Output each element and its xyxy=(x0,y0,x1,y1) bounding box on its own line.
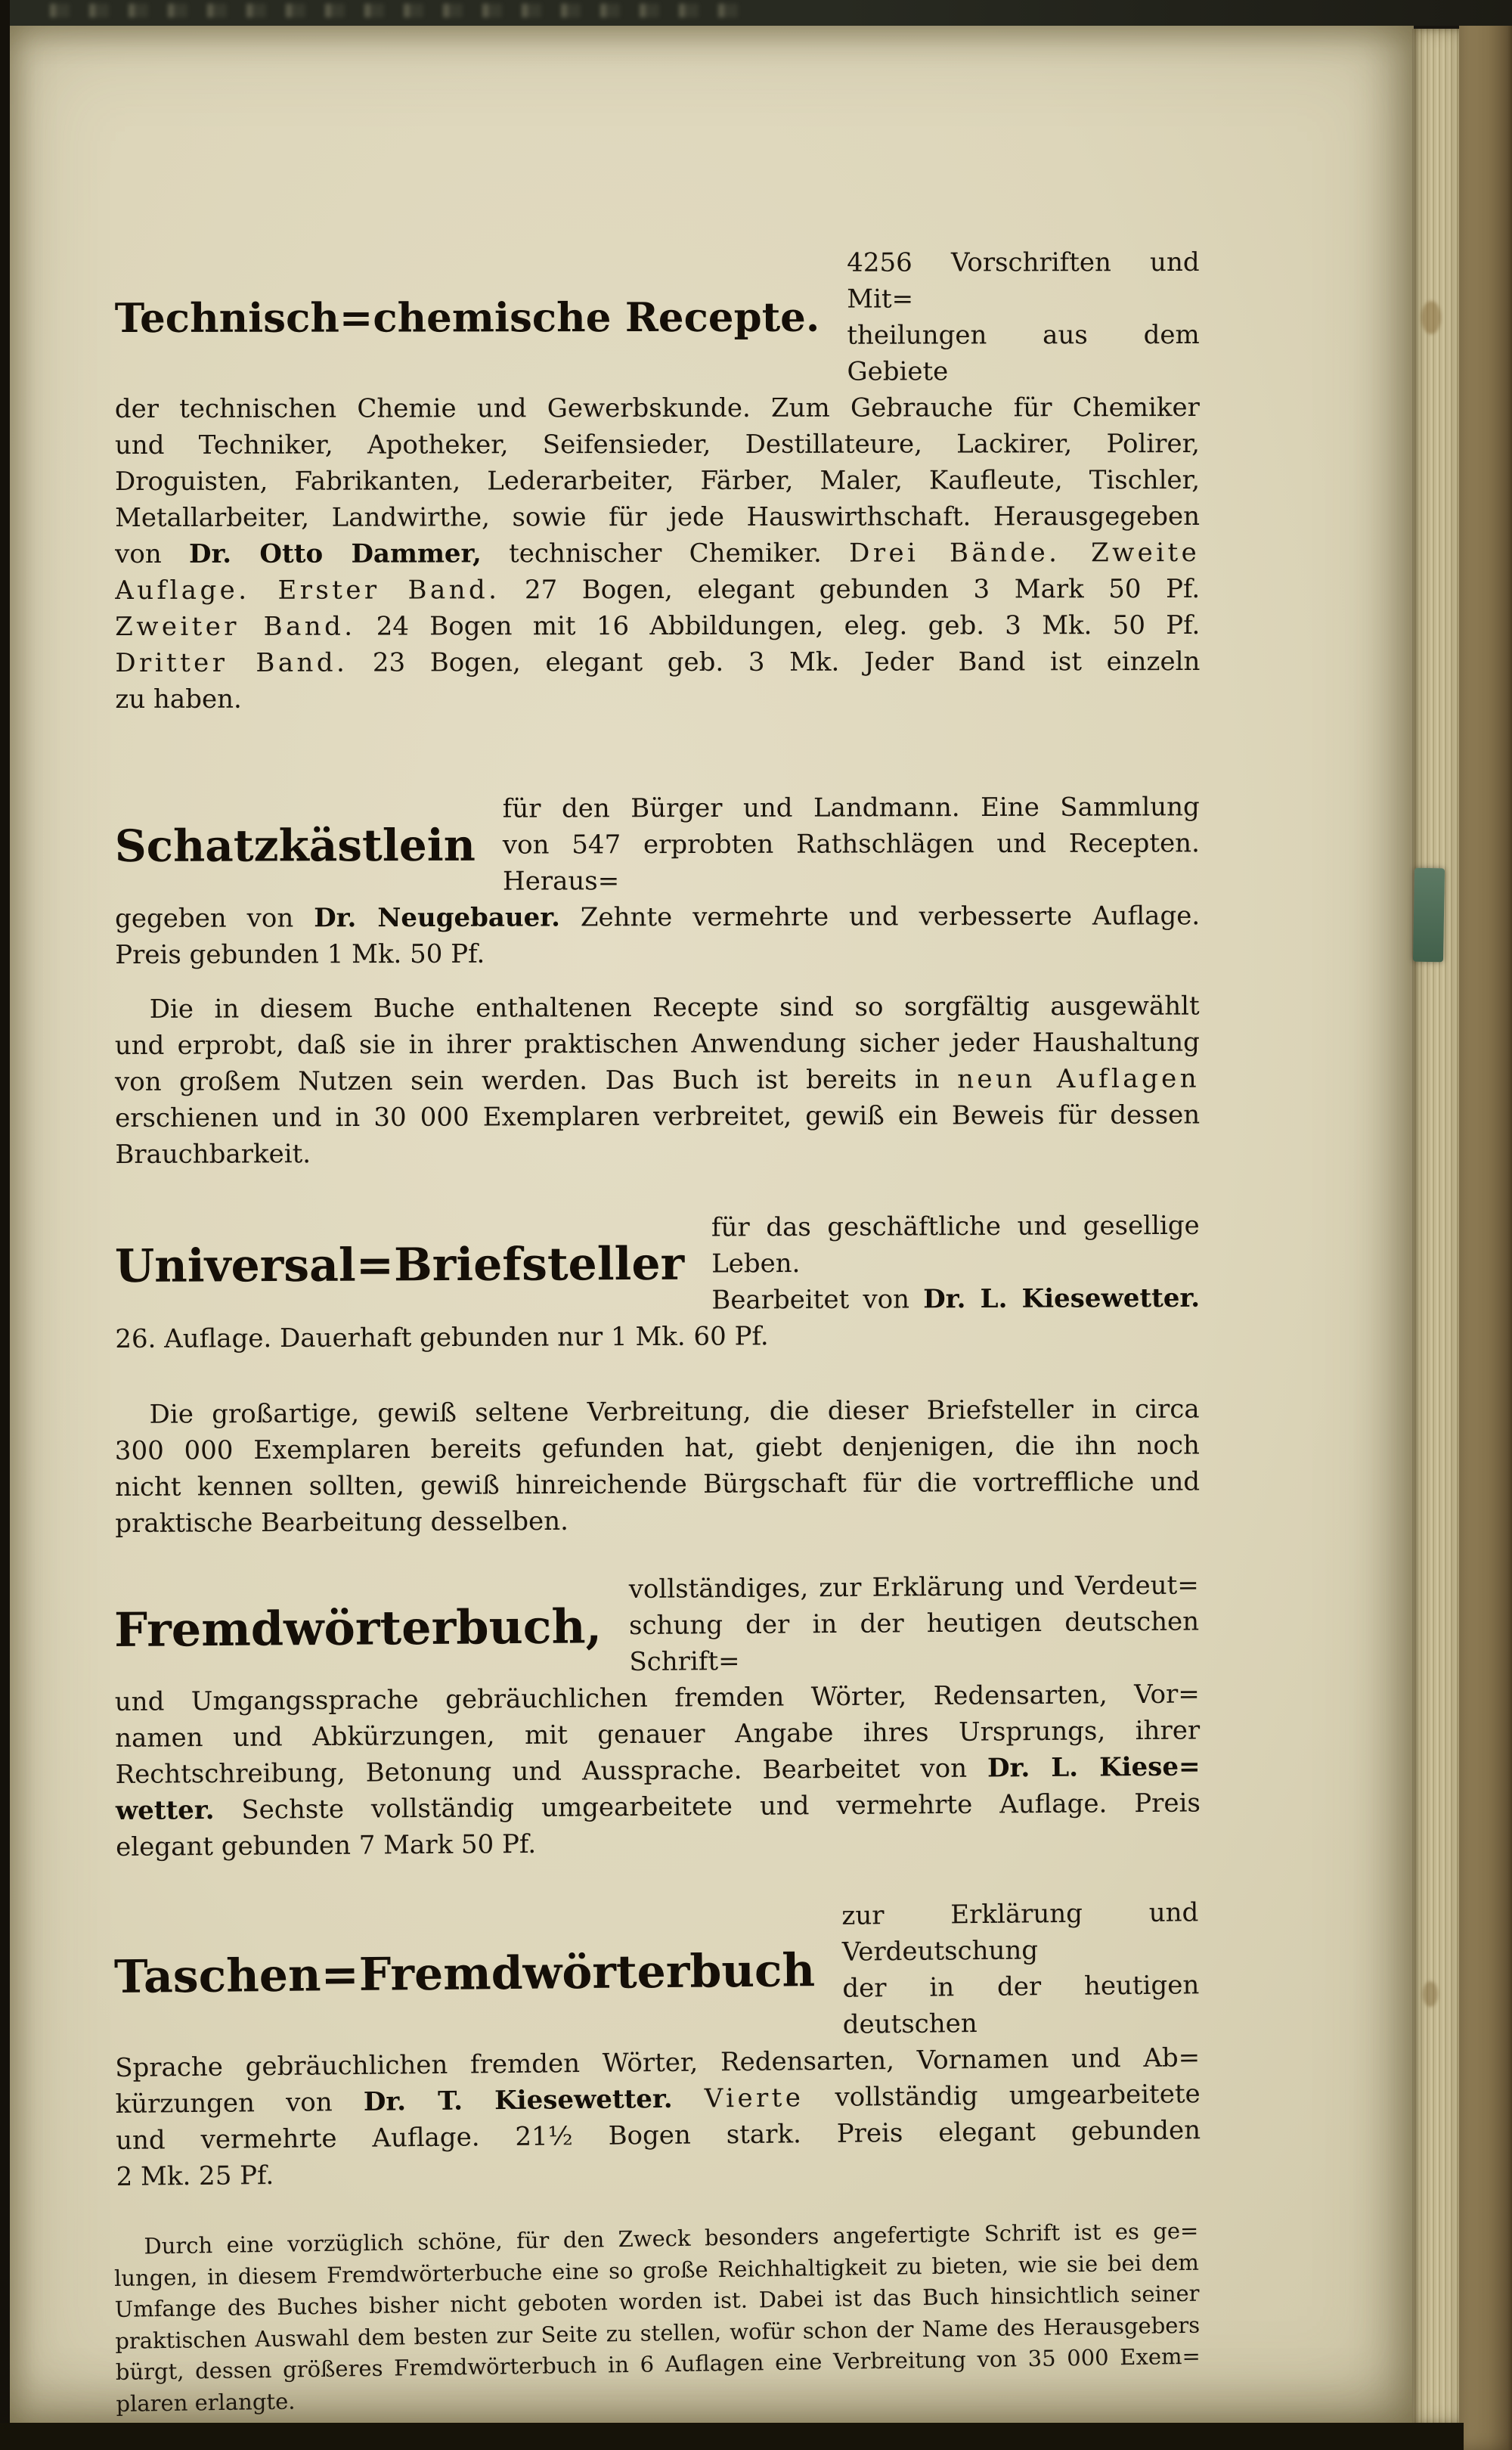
heading-side-text xyxy=(711,1208,1200,1319)
text-run: 27 Bogen, elegant gebunden 3 Mark 50 Pf. xyxy=(500,573,1201,606)
heading-side-text xyxy=(503,789,1200,899)
text-run: erschienen und in 30 000 Exemplaren verbreitet, gewiß ein Beweis für dessen xyxy=(115,1099,1201,1134)
book-edge-green-label xyxy=(1413,868,1445,963)
text-line xyxy=(115,571,1200,609)
bold-text: Dr. L. Kiesewetter. xyxy=(923,1282,1201,1315)
text-run: elegant gebunden 7 Mark 50 Pf. xyxy=(116,1828,537,1862)
text-run: 300 000 Exemplaren bereits gefunden hat, giebt denjenigen, die ihn noch xyxy=(114,1430,1200,1466)
text-line xyxy=(115,1133,1200,1173)
entry-header xyxy=(114,1567,1200,1684)
text-run: Die großartige, gewiß seltene Verbreitung, die dieser Briefsteller in circa xyxy=(149,1394,1200,1430)
text-line xyxy=(115,988,1200,1028)
photo-bottom-shadow xyxy=(0,2423,1464,2450)
spaced-text: Vierte xyxy=(704,2082,804,2114)
book-title-heading: Fremdwörterbuch, xyxy=(113,1598,603,1658)
text-run: Die in diesem Buche enthaltenen Recepte sind so sorgfältig ausgewählt xyxy=(149,991,1200,1025)
text-run: kürzungen von xyxy=(115,2086,364,2120)
text-run: vollständiges, zur Erklärung und Verdeut= xyxy=(628,1570,1199,1605)
entry-header xyxy=(113,1894,1200,2050)
text-line xyxy=(842,1967,1200,2043)
entry-body xyxy=(115,898,1200,973)
text-run: plaren erlangte. xyxy=(116,2387,296,2417)
text-line xyxy=(115,1499,1200,1542)
text-line xyxy=(847,317,1200,390)
text-run: Preis gebunden 1 Mk. 50 Pf. xyxy=(115,938,485,970)
edge-stain xyxy=(1423,1981,1438,2007)
text-line xyxy=(711,1208,1200,1282)
text-run: Bearbeitet von xyxy=(711,1284,924,1316)
text-line xyxy=(114,1391,1199,1433)
book-title-heading: Universal=Briefsteller xyxy=(114,1237,685,1293)
text-run: praktischen Auswahl dem besten zur Seite zu stellen, wofür schon der Name des Herausgebers xyxy=(115,2312,1201,2354)
text-line xyxy=(115,1427,1200,1469)
book-page xyxy=(9,25,1414,2423)
spaced-text: Auflage. Erster Band. xyxy=(115,575,500,606)
text-run: gegeben von xyxy=(115,903,314,934)
entry-header xyxy=(115,789,1200,901)
text-line xyxy=(115,1096,1200,1137)
text-run: theilungen aus dem Gebiete xyxy=(847,319,1200,387)
text-run: der in der heutigen deutschen xyxy=(842,1970,1200,2040)
book-title-heading: Technisch=chemische Recepte. xyxy=(114,293,820,343)
text-run: 24 Bogen mit 16 Abbildungen, eleg. geb. 3 Mk. 50 Pf. xyxy=(355,609,1201,642)
heading-side-text xyxy=(629,1567,1200,1680)
text-line xyxy=(115,644,1200,681)
text-run: Durch eine vorzüglich schöne, für den Zweck besonders angefertigte Schrift ist es ge= xyxy=(144,2217,1199,2259)
text-line xyxy=(115,426,1200,464)
photo-left-shadow xyxy=(0,0,10,2450)
text-run: schung der in der heutigen deutschen Schrift= xyxy=(628,1606,1200,1678)
page-content xyxy=(115,246,1200,2420)
text-run: Sprache gebräuchlichen fremden Wörter, Redensarten, Vornamen und Ab= xyxy=(115,2042,1201,2083)
spaced-text: Drei Bände. Zweite xyxy=(849,537,1201,569)
note-taschen-fremdwoerterbuch xyxy=(113,2216,1201,2420)
text-run: für das geschäftliche und gesellige Leben. xyxy=(711,1210,1200,1279)
text-run: von xyxy=(115,538,190,569)
text-line xyxy=(115,498,1200,536)
book-cover-board xyxy=(1459,9,1512,2450)
text-run: und erprobt, daß sie in ihrer praktischen Anwendung sicher jeder Haushaltung xyxy=(114,1027,1200,1062)
text-line xyxy=(115,389,1200,427)
entry-header xyxy=(115,244,1200,391)
text-line xyxy=(115,607,1200,645)
page-edges-stack xyxy=(1412,29,1462,2424)
text-line xyxy=(115,462,1200,500)
heading-side-text xyxy=(841,1894,1200,2043)
adjacent-page-blur xyxy=(30,4,756,17)
text-run: nicht kennen sollten, gewiß hinreichende Bürgschaft für die vortreffliche und xyxy=(115,1466,1201,1503)
text-run: 2 Mk. 25 Pf. xyxy=(116,2160,274,2192)
section-fremdwoerterbuch xyxy=(114,1567,1201,1865)
text-line xyxy=(115,898,1200,937)
text-line xyxy=(115,1463,1200,1506)
text-line xyxy=(115,1024,1200,1064)
text-run: und Techniker, Apotheker, Seifensieder, Destillateure, Lackirer, Polirer, xyxy=(114,428,1200,461)
text-run: Metallarbeiter, Landwirthe, sowie für jede Hauswirthschaft. Herausgegeben xyxy=(115,501,1201,533)
text-run: 26. Auflage. Dauerhaft gebunden nur 1 Mk. 60 Pf. xyxy=(115,1321,769,1354)
text-run: 4256 Vorschriften und Mit= xyxy=(847,247,1200,315)
book-title-heading: Taschen=Fremdwörterbuch xyxy=(113,1944,816,2005)
text-line xyxy=(711,1280,1200,1319)
bold-text: Dr. Otto Dammer, xyxy=(188,538,482,569)
bold-text: Dr. L. Kiese= xyxy=(987,1751,1201,1784)
section-technisch-chemische-recepte xyxy=(115,244,1201,718)
text-run: von 547 erprobten Rathschlägen und Recepten. Heraus= xyxy=(502,828,1200,897)
text-run: der technischen Chemie und Gewerbskunde. Zum Gebrauche für Chemiker xyxy=(114,392,1200,425)
text-line xyxy=(847,244,1200,318)
section-schatzkaestlein xyxy=(115,789,1201,973)
text-run: Brauchbarkeit. xyxy=(115,1139,311,1170)
text-run: und Umgangssprache gebräuchlichen fremden Wörter, Redensarten, Vor= xyxy=(114,1679,1200,1717)
entry-body xyxy=(115,1316,1200,1357)
bold-text: Dr. Neugebauer. xyxy=(314,902,560,934)
text-line xyxy=(115,934,1200,973)
text-run: bürgt, dessen größeres Fremdwörterbuch in 6 Auflagen eine Verbreitung von 35 000 Exem= xyxy=(115,2343,1201,2385)
book-title-heading: Schatzkästlein xyxy=(114,819,476,872)
bold-text: wetter. xyxy=(115,1795,215,1826)
text-run: zur Erklärung und Verdeutschung xyxy=(841,1897,1199,1968)
text-run: lungen, in diesem Fremdwörterbuche eine so große Reichhaltigkeit zu bieten, wie sie bei dem xyxy=(113,2249,1200,2291)
text-line xyxy=(629,1567,1199,1608)
note-briefsteller xyxy=(114,1391,1200,1542)
text-line xyxy=(115,1316,1200,1357)
edge-stain xyxy=(1421,301,1441,334)
entry-header xyxy=(115,1208,1201,1321)
text-run: namen und Abkürzungen, mit genauer Angabe ihres Ursprungs, ihrer xyxy=(115,1715,1201,1754)
text-run: zu haben. xyxy=(115,684,242,715)
text-line xyxy=(503,789,1200,826)
text-run: von großem Nutzen sein werden. Das Buch ist bereits in xyxy=(114,1064,958,1097)
text-line xyxy=(115,680,1200,718)
text-line xyxy=(115,1060,1200,1100)
text-line xyxy=(116,1821,1201,1865)
spaced-text: Zweiter Band. xyxy=(115,611,356,642)
section-universal-briefsteller xyxy=(115,1208,1201,1357)
spaced-text: Dritter Band. xyxy=(115,647,349,678)
text-run: vollständig umgearbeitete xyxy=(804,2079,1201,2114)
text-run: und vermehrte Auflage. 21½ Bogen stark. Preis elegant gebunden xyxy=(115,2115,1201,2156)
text-run: Droguisten, Fabrikanten, Lederarbeiter, Färber, Maler, Kaufleute, Tischler, xyxy=(114,464,1201,497)
spaced-text: neun Auflagen xyxy=(957,1063,1201,1095)
text-line xyxy=(841,1894,1199,1971)
bold-text: Dr. T. Kiesewetter. xyxy=(363,2083,705,2117)
text-run: Zehnte vermehrte und verbesserte Auflage. xyxy=(559,901,1201,933)
entry-body xyxy=(115,389,1201,718)
text-run: Sechste vollständig umgearbeitete und vermehrte Auflage. Preis xyxy=(214,1788,1201,1826)
text-run: Rechtschreibung, Betonung und Aussprache. Bearbeitet von xyxy=(115,1753,988,1790)
text-run: für den Bürger und Landmann. Eine Sammlung xyxy=(502,792,1200,824)
note-schatzkaestlein xyxy=(115,988,1201,1173)
text-run: technischer Chemiker. xyxy=(481,538,850,569)
heading-side-text xyxy=(847,244,1200,390)
photo-top-shadow xyxy=(0,0,1512,26)
text-run: 23 Bogen, elegant geb. 3 Mk. Jeder Band ist einzeln xyxy=(348,646,1201,678)
entry-body xyxy=(115,2039,1201,2195)
section-taschen-fremdwoerterbuch xyxy=(113,1894,1201,2195)
text-line xyxy=(629,1603,1200,1680)
text-run: Umfange des Buches bisher nicht geboten worden ist. Dabei ist das Buch hinsichtlich seiner xyxy=(114,2280,1200,2323)
text-line xyxy=(115,535,1200,572)
text-run: praktische Bearbeitung desselben. xyxy=(115,1506,569,1539)
entry-body xyxy=(115,1676,1201,1865)
text-line xyxy=(503,825,1200,899)
